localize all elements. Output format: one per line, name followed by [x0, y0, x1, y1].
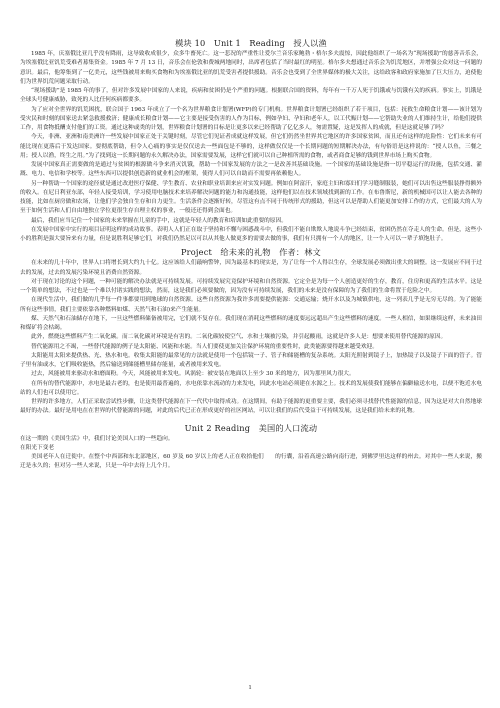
unit2-paragraph: 美国老年人在迁徙中。在整个中西部和东北部地区，60 岁及 60 岁以上的老人正在收拾他们 的行囊，沿着高速公路向南行进，到佛罗里达这样的州去。对其中一些人来说，搬迁是永久的；但对另一些人来说，只是一年中去待上几个月。	[20, 454, 482, 470]
page-number: 1	[248, 684, 252, 691]
project-paragraph: 世界的许多地方，人们正采取尝试性步骤，让这类替代能源在下一代代中取得成功。在这期间，有助于能源的更重要主要，我们必须寻找替代性能源的信息，因为这是对大自然地球最好的办法。最好是用电在在世界的代替能源的问题，对此的后代已正在形成更好的社区网站，可以让我们的后代受益于可持续发展，这是我们给未来的礼物。	[20, 399, 482, 415]
section-spacer	[20, 417, 482, 420]
project-paragraph: 替代能源用之不竭，一些替代能源的例子是太阳能、风能和水能。当人们要使更加关注保护环境的重要性时，此类能源要得越来越受欢迎。	[31, 343, 378, 350]
project-paragraph: 太阳能用太阳来提供热、光、热水和电。收集太阳能的最常见的方法就是使用一个包括镜一子、管子和储能槽的复杂系统。太阳光照射到镜子上，加热镜子以及镜子下面的管子。管子里有油或水，它们吸收能热，然后输送到储能槽里储存能量，或者被用来发电。	[20, 352, 482, 368]
unit2-subheading: 在阳光下变老	[20, 444, 55, 451]
project-paragraph: 对于现在讨论的这个问题，一种可能的解决办法就是可持续发展。可持续发展究竟保护环境和自然资源。它定全是为每一个人创造更好的生存，教育，住房和更高的生活水平。这是一个简单的想法，不过也是一个难以付诸实践的想法，然而，这是我们必须要做的，因为没有可持续发展，我们的未来是没有保障的为了我们的生命将置于危险之中。	[20, 278, 482, 294]
module10-paragraph: 为了应对全世界的饥荒困扰，联合国于 1963 年成立了一个名为世界粮食计划署(WFP)的专门机构。世界粮食计划署已经组织了若干项目，包括：抚救生命粮食计划——该计划为受灾民和时刻的国家送去紧急救援救济；健康成长粮食计划——它主要是接受伤害的人作为目标，例如孕妇、孕妇和老年人，以工代赈计划——它帮助失业的人们维持生计，给他们提供工作，用食物抵酬支付他们的工资。通过这种或类的计划，世界粮食计划署的目标是让更多以来已经帮助了亿亿多人，匆需置疑，这是发挥人的成就，但是这就足够了吗？	[20, 106, 482, 131]
project-paragraph: 在所有的替代能源中，水电是最古老的，也是使用最普遍的，水电依靠水流动的力来发电，因此水电站必须建在水源之上。技术的发展使我们能够在偏僻输送水电，以便不饱近水电站的人们也可以使用它。	[20, 380, 482, 396]
module10-paragraph: 在发展中国家中实行的项目证明这样的成功故事。表明人人们正在取于坚持和不懈与困惑战斗中，但我们不能自欺欺人地说斗争已经结束，贫困仍然在夺走人的生命。但是，这些小小的胜利是强大要旨来有力量，但是说胜利足够它们，对我们仍然足以可以从其他人做更多的需要去做的事，我们有只拥有一个人的地区，让一个人可以一辈子填饱肚子。	[20, 226, 482, 242]
module10-title: 模块 10 Unit 1 Reading 授人以渔	[175, 38, 327, 48]
module10-paragraph: 另一种帮助一个国家的途径就是通过改进医疗保健、学生教育、农业和职业培训来应对实发问题。例如在阿富汗，家庭主妇和寡妇们学习缝制服装，她们可以出售这些服装挣得额外的收入。在尼日利亚东部，年轻人接受培训，学习使用电脑技术来培养解决问题的能力和沟通技能，这样他们以在技术领域找到新的工作。在布鲁斯尼，新的机械国可以让人能去各种的技能，比如在厨房做和农场，让他们学会独自生存和自力更生。生活条件会逐渐好转，尽管这有点不同于传统形式的援助，但这可以是帮助人们能更加安排工作的方式，它们最大的人为至于如何生活和人们自由地独立学位更很生存自理主权的事业，一般还还得到会面也。	[20, 180, 482, 215]
project-paragraph: 过去，风能被用来驱动水和磨面粉。今天，风能被用来发电。风涡轮：被安装在地面以上至少 30 米的地方，因为那里风力很大。	[31, 371, 355, 378]
unit2-title: Unit 2 Reading 美国的人口流动	[184, 422, 318, 433]
project-title: Project 给未来的礼物 作者：林文	[180, 247, 322, 258]
module10-paragraph: “现场援助”是 1985 年的事了，但对许多发展中国家的人来说，疾病和贫困仍是个严重的问题。根据联合国的资料，每年有一千万人死于饥饿或与饥饿有关的疾病。事实上，饥饿是全球头号健康威胁，致死的人比任何疾病都要多。	[20, 88, 482, 104]
document-page	[20, 35, 482, 695]
module10-paragraph: 发展中国家真正需要做的是通过与贫困的根源做斗争来消灭饥饿，帮助一个国家发展的方法之一是改善其基础设施。一个国家的基础设施是指一切平稳运行的设施，包括交通、灌溉、电力、电信和学校等。这些东西可以提供创造新的就业机会的框架，使得人们可以自助而不需要再依赖他人。	[20, 162, 482, 178]
module10-paragraph: 最后，我们应当记住一个国家的未来掌握在儿童的手中，这就是年轻人的教育和培训如此重要的原因。	[31, 217, 287, 224]
unit2-paragraph: 在这一期的《美国生活》中，我们讨论美国人口的一些趋向。	[20, 435, 174, 442]
project-paragraph: 在现代生活中，我们做的几乎每一件事都要用到地球的自然资源。这些自然资源为我许多需要提供能源：交通运输；烧开水以及为城镇供电，这一列表几乎是无穷无尽的。为了能能所有这些事情，我们主要依靠各种燃料如煤、天然气和石油)来产生能量。	[20, 297, 482, 313]
module10-paragraph: 今天，非洲、亚洲和南美洲许一些发展中国家正处于关键时刻，尽管它们见证者成就这样发展，但它们仍然坐世界其它地区的许多国家贫困，而且还有这样的危险性：它们未来有可能比现在更落后于发达国家。要彻底帮助，但令人心痛的事实是仅仅送去一些面包是不够的，这样做仅仅是一个长期问题的短期解决办法，有句俗语是这样说的：“授人以鱼，三餐之用；授人以渔，终生之用。”为了找到这一长期问题的永久解决办法，国家需要发展，这样它们就可以自己种植所需的食物，或者商食足够的钱到世界市场上购买食物。	[20, 134, 482, 159]
module10-paragraph: 1985 年，庆塞俄比亚几乎没有降雨，这导致收成很少，众多牛畜死亡。这一悲况的严重性让爱尔兰音乐家鲍勃・格尔多夫震惊，因此他组织了一场名为“现场援助”的慈善音乐会，为埃塞俄比亚饥荒受难者募集资金。1985 年 7 月 13 日，音乐会在伦敦和费城两地同时，出席者包括了当时最红的明星。格尔多夫想通过音乐会为饥荒地区，并增强公众对这一问题的意识。最后，他筹集到了一亿美元，这些钱被用来购买食物和为埃塞俄比亚的饥荒受害者提供援助。音乐会也受到了全世界媒体的极大关注，这给政客和政府家施加了巨大压力，迫使他们为世界饥荒问题采取行动。	[20, 51, 482, 85]
project-paragraph: 此外，燃烧这些燃料产生二氧化碳。而二氧化碳对环境是有害的。二氧化碳较使空气、水和土壤被污染，并引起酸雨，这就是许多人是：想要来使用替代能源的原因。	[31, 334, 447, 341]
project-paragraph: 在未来的几十年中，世界人口将增长到大约九十亿。这应该给人们敲响警钟，因为最基本的现实是，为了让每一个人得以生存，全球发展必须做出重大的调整。这一发展应不同于过去的发展，过去的发展污染环境且消费自然资源。	[20, 260, 482, 276]
project-paragraph: 煤、天然气和石油储存在地下，一旦这些燃料储备被用完，它们就不复存在。我们现在消耗这些燃料的速度要远远超出产生这些燃料的速度。一些人相信，如果继续这样，未来油田和煤矿将会枯竭。	[20, 315, 482, 331]
